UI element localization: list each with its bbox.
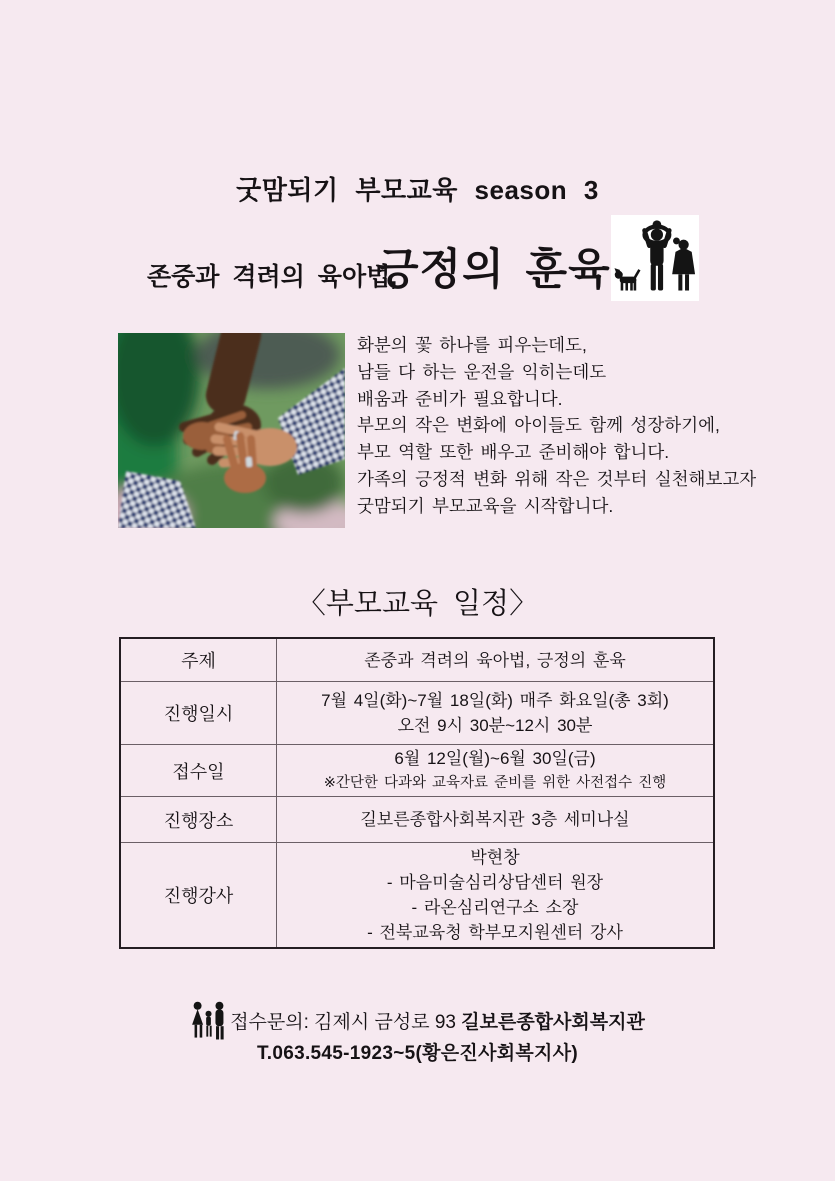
family-icon-graphic [190,999,228,1041]
intro-text [357,332,835,520]
text-line: 길보른종합사회복지관 3층 세미나실 [360,810,630,829]
text-line: - 라온심리연구소 소장 [411,898,579,917]
schedule-heading: 〈부모교육 일정〉 [296,588,539,620]
row-content [277,797,713,842]
text-line: - 마음미술심리상담센터 원장 [386,873,604,892]
contact-org: 길보른종합사회복지관 [461,1011,645,1033]
contact-text [230,1007,645,1034]
row-content [277,745,713,796]
text-line: 부모의 작은 변화에 아이들도 함께 성장하기에, [357,415,720,436]
row-content [277,682,713,744]
text-line: 7월 4일(화)~7월 18일(화) 매주 화요일(총 3회) [321,691,669,710]
table-row-registration [121,744,713,796]
text-line: 화분의 꽃 하나를 피우는데도, [357,335,587,355]
contact-prefix: 접수문의: 김제시 금성로 93 [230,1011,462,1033]
schedule-table [119,637,715,949]
text-line: 존중과 격려의 육아법, 긍정의 훈육 [364,650,626,670]
poster-subtitle-main: 긍정의 훈육 [377,246,611,294]
text-line: - 전북교육청 학부모지원센터 강사 [367,923,623,942]
row-content [277,843,713,947]
text-line: 배움과 준비가 필요합니다. [357,388,563,409]
row-label: 주제 [121,639,277,681]
family-with-dog-icon-graphic [613,219,697,301]
table-row-instructor [121,842,713,947]
poster-title: 굿맘되기 부모교육 season 3 [236,175,599,205]
table-row-place [121,796,713,842]
text-line: 6월 12일(월)~6월 30일(금) [394,748,596,768]
row-label: 진행일시 [121,682,277,744]
family-icon [190,999,228,1041]
table-row-topic [121,639,713,681]
row-label: 진행강사 [121,843,277,947]
row-label: 접수일 [121,745,277,796]
table-row-datetime [121,681,713,744]
text-line: ※간단한 다과와 교육자료 준비를 위한 사전접수 진행 [323,774,667,791]
row-content [277,639,713,681]
family-with-dog-icon [611,215,699,301]
contact-phone: T.063.545-1923~5(황은진사회복지사) [256,1043,578,1064]
text-line: 오전 9시 30분~12시 30분 [397,716,593,735]
text-line: 부모 역할 또한 배우고 준비해야 합니다. [357,442,670,463]
text-line: 박현창 [470,848,520,867]
stacked-hands-photo-graphic [118,333,345,528]
contact-line [0,999,835,1041]
row-label: 진행장소 [121,797,277,842]
text-line: 굿맘되기 부모교육을 시작합니다. [357,495,614,516]
text-line: 가족의 긍정적 변화 위해 작은 것부터 실천해보고자 [357,468,757,489]
poster-subtitle-prefix: 존중과 격려의 육아법, [147,263,398,291]
text-line: 남들 다 하는 운전을 익히는데도 [357,361,607,382]
stacked-hands-photo [118,333,345,528]
